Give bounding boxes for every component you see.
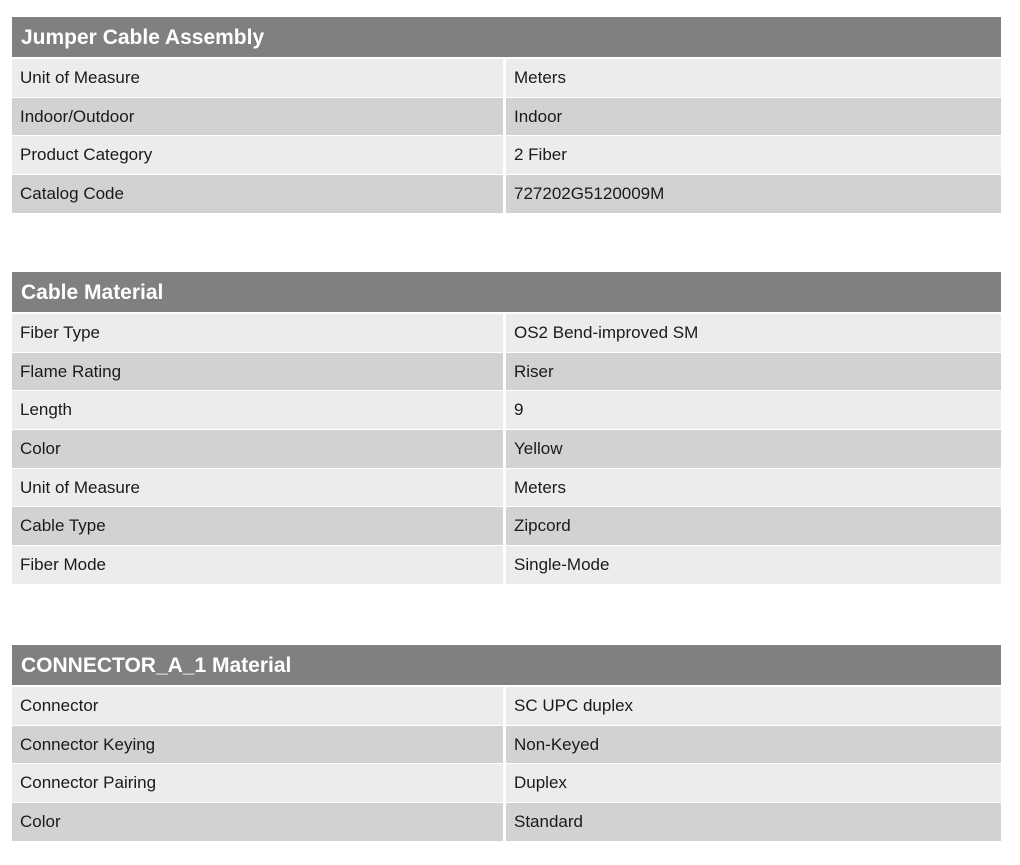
row-label: Connector: [12, 687, 506, 725]
row-label: Color: [12, 430, 506, 468]
section-title: Jumper Cable Assembly: [12, 17, 1001, 59]
table-row: [12, 59, 1001, 98]
table-row: [12, 469, 1001, 508]
row-label: Product Category: [12, 136, 506, 174]
section-cable-material: [12, 272, 1001, 585]
table-row: [12, 314, 1001, 353]
table-row: [12, 764, 1001, 803]
row-label: Flame Rating: [12, 353, 506, 391]
row-label: Connector Keying: [12, 726, 506, 764]
row-label: Length: [12, 391, 506, 429]
section-title: CONNECTOR_A_1 Material: [12, 645, 1001, 687]
row-value: Meters: [506, 469, 1001, 507]
row-value: Yellow: [506, 430, 1001, 468]
row-value: Zipcord: [506, 507, 1001, 545]
table-row: [12, 803, 1001, 842]
row-value: Single-Mode: [506, 546, 1001, 584]
table-row: [12, 391, 1001, 430]
row-value: Standard: [506, 803, 1001, 841]
row-label: Unit of Measure: [12, 59, 506, 97]
table-row: [12, 98, 1001, 137]
row-label: Unit of Measure: [12, 469, 506, 507]
table-row: [12, 430, 1001, 469]
row-value: OS2 Bend-improved SM: [506, 314, 1001, 352]
row-label: Catalog Code: [12, 175, 506, 213]
table-row: [12, 136, 1001, 175]
row-value: Non-Keyed: [506, 726, 1001, 764]
table-row: [12, 546, 1001, 585]
table-row: [12, 353, 1001, 392]
section-title: Cable Material: [12, 272, 1001, 314]
table-row: [12, 175, 1001, 214]
row-value: Riser: [506, 353, 1001, 391]
row-label: Connector Pairing: [12, 764, 506, 802]
row-label: Indoor/Outdoor: [12, 98, 506, 136]
row-value: Indoor: [506, 98, 1001, 136]
table-row: [12, 726, 1001, 765]
row-value: 2 Fiber: [506, 136, 1001, 174]
row-value: 9: [506, 391, 1001, 429]
row-value: Meters: [506, 59, 1001, 97]
row-label: Fiber Type: [12, 314, 506, 352]
row-label: Fiber Mode: [12, 546, 506, 584]
row-value: Duplex: [506, 764, 1001, 802]
section-connector-a1-material: [12, 645, 1001, 842]
row-value: SC UPC duplex: [506, 687, 1001, 725]
table-row: [12, 507, 1001, 546]
section-jumper-cable-assembly: [12, 17, 1001, 214]
row-label: Cable Type: [12, 507, 506, 545]
row-value: 727202G5120009M: [506, 175, 1001, 213]
row-label: Color: [12, 803, 506, 841]
table-row: [12, 687, 1001, 726]
